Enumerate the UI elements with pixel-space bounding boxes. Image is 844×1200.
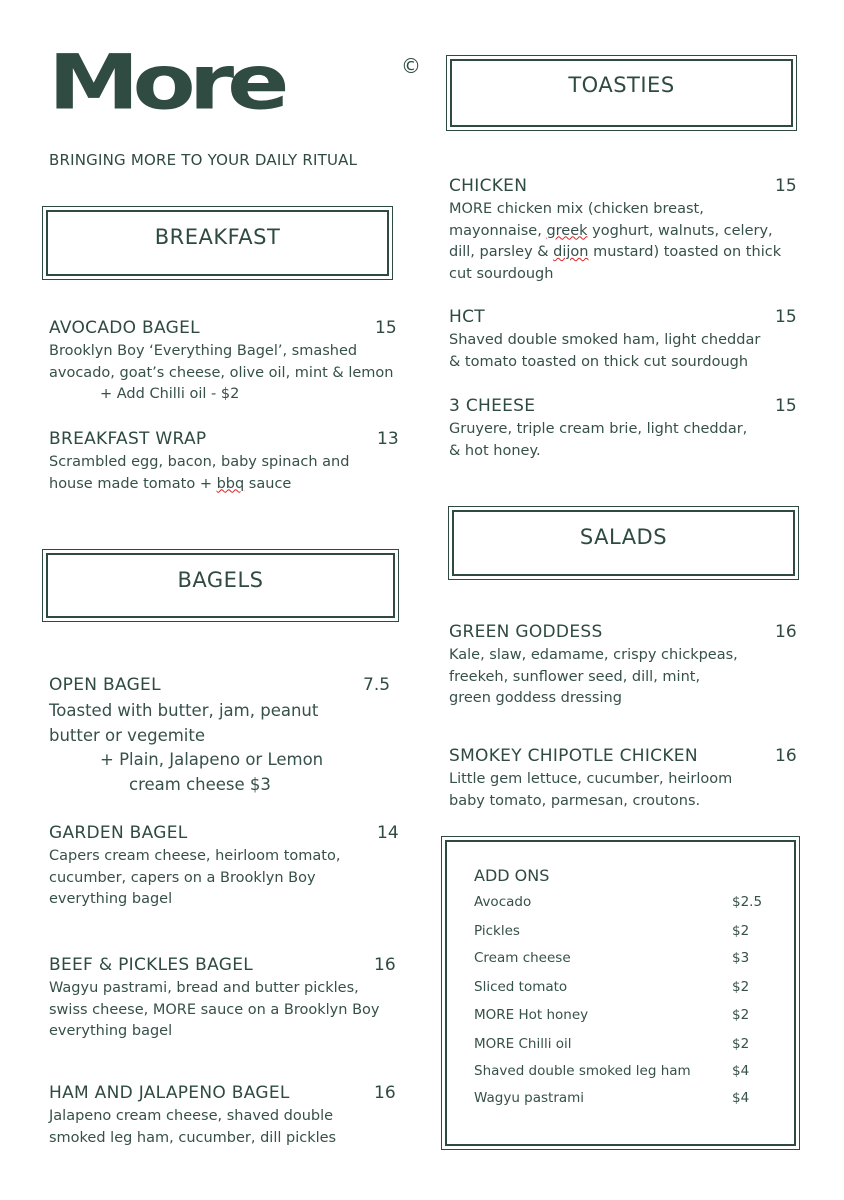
price-beef-pickles-bagel: 16 <box>374 955 396 975</box>
desc-line: Wagyu pastrami, bread and butter pickles, <box>49 980 359 996</box>
desc-line: everything bagel <box>49 891 173 907</box>
addon-name: Wagyu pastrami <box>474 1090 585 1106</box>
item-name-avocado-bagel: AVOCADO BAGEL <box>49 318 200 338</box>
addon-price: $2 <box>732 1036 750 1052</box>
price-breakfast-wrap: 13 <box>377 429 399 449</box>
breakfast-title: BREAKFAST <box>154 225 281 249</box>
desc-line: cucumber, capers on a Brooklyn Boy <box>49 869 316 886</box>
addon-name: MORE Hot honey <box>474 1007 589 1023</box>
price-avocado-bagel: 15 <box>375 318 397 338</box>
addon-name: Cream cheese <box>474 950 571 966</box>
desc-line: Little gem lettuce, cucumber, heirloom <box>449 771 733 787</box>
tagline: BRINGING MORE TO YOUR DAILY RITUAL <box>49 151 358 169</box>
desc-line: freekeh, sunflower seed, dill, mint, <box>449 668 701 685</box>
logo-text: More <box>48 38 283 127</box>
desc-open-bagel <box>49 699 409 797</box>
desc-smokey-chipotle-chicken <box>449 769 809 812</box>
addon-row <box>474 1063 774 1079</box>
price-ham-jalapeno-bagel: 16 <box>374 1083 396 1103</box>
desc-line: green goddess dressing <box>449 690 622 706</box>
addon-name: Pickles <box>474 923 520 939</box>
price-green-goddess: 16 <box>775 622 797 642</box>
addon-row <box>474 1007 774 1023</box>
spellcheck-word: bbq <box>216 475 245 492</box>
addon-row <box>474 1036 774 1052</box>
desc-line: everything bagel <box>49 1023 173 1039</box>
desc-text: dill, parsley & <box>449 244 554 260</box>
desc-breakfast-wrap <box>49 452 409 495</box>
addon-note: cream cheese $3 <box>129 774 271 794</box>
addons-title: ADD ONS <box>474 866 550 885</box>
desc-line: & hot honey. <box>449 442 541 459</box>
desc-line: MORE chicken mix (chicken breast, <box>449 201 704 217</box>
addon-price: $2 <box>732 1007 750 1023</box>
more-logo <box>48 38 404 128</box>
item-name-smokey-chipotle-chicken: SMOKEY CHIPOTLE CHICKEN <box>449 746 698 766</box>
addon-name: MORE Chilli oil <box>474 1036 572 1052</box>
addon-price: $4 <box>732 1090 750 1106</box>
addon-row <box>474 1090 774 1106</box>
item-name-breakfast-wrap: BREAKFAST WRAP <box>49 429 207 449</box>
spellcheck-word: greek <box>546 222 588 239</box>
bagels-header-box <box>46 553 395 618</box>
addon-name: Shaved double smoked leg ham <box>474 1063 691 1079</box>
item-name-garden-bagel: GARDEN BAGEL <box>49 823 188 843</box>
bagels-title: BAGELS <box>177 568 264 592</box>
desc-beef-pickles-bagel <box>49 978 409 1043</box>
desc-line: avocado, goat’s cheese, olive oil, mint & lemon <box>49 364 394 381</box>
desc-line: Gruyere, triple cream brie, light cheddar, <box>449 421 748 437</box>
desc-3-cheese <box>449 419 809 462</box>
addon-note: + Plain, Jalapeno or Lemon <box>100 750 324 769</box>
addon-row <box>474 950 774 966</box>
toasties-header-box <box>450 59 793 127</box>
spellcheck-word: dijon <box>553 244 589 260</box>
desc-line: butter or vegemite <box>49 725 205 745</box>
desc-text: sauce <box>244 475 292 492</box>
desc-text: mustard) toasted on thick <box>588 244 782 260</box>
desc-avocado-bagel <box>49 341 409 406</box>
desc-chicken <box>449 199 809 285</box>
addon-row <box>474 979 774 995</box>
desc-line: Shaved double smoked ham, light cheddar <box>449 332 761 348</box>
addon-row <box>474 894 774 910</box>
item-name-beef-pickles-bagel: BEEF & PICKLES BAGEL <box>49 955 254 975</box>
price-3-cheese: 15 <box>775 396 797 416</box>
desc-line: & tomato toasted on thick cut sourdough <box>449 353 749 370</box>
addon-name: Sliced tomato <box>474 979 568 995</box>
price-hct: 15 <box>775 307 797 327</box>
desc-line: smoked leg ham, cucumber, dill pickles <box>49 1129 337 1146</box>
addon-name: Avocado <box>474 894 532 910</box>
desc-line <box>449 242 809 264</box>
desc-garden-bagel <box>49 846 409 911</box>
addon-price: $2 <box>732 923 750 939</box>
desc-green-goddess <box>449 645 809 710</box>
toasties-title: TOASTIES <box>568 73 675 97</box>
desc-line <box>49 474 409 496</box>
breakfast-header-box <box>46 210 389 276</box>
price-open-bagel: 7.5 <box>363 675 391 695</box>
desc-line: Kale, slaw, edamame, crispy chickpeas, <box>449 647 738 663</box>
item-name-green-goddess: GREEN GODDESS <box>449 622 603 642</box>
copyright-icon: © <box>401 54 421 78</box>
desc-hct <box>449 330 809 373</box>
item-name-3-cheese: 3 CHEESE <box>449 396 536 416</box>
desc-line: baby tomato, parmesan, croutons. <box>449 792 701 809</box>
addon-note: + Add Chilli oil - $2 <box>100 386 240 402</box>
item-name-hct: HCT <box>449 307 485 327</box>
addon-price: $3 <box>732 950 750 966</box>
addon-price: $2 <box>732 979 750 995</box>
desc-text: house made tomato + <box>49 475 217 492</box>
desc-line: cut sourdough <box>449 265 554 282</box>
desc-line: Toasted with butter, jam, peanut <box>49 701 319 720</box>
desc-text: yoghurt, walnuts, celery, <box>587 222 773 239</box>
addon-price: $4 <box>732 1063 750 1079</box>
desc-line <box>449 221 809 243</box>
salads-title: SALADS <box>579 525 668 549</box>
desc-text: mayonnaise, <box>449 222 547 239</box>
desc-line: Scrambled egg, bacon, baby spinach and <box>49 454 350 470</box>
item-name-chicken: CHICKEN <box>449 176 528 196</box>
addon-price: $2.5 <box>732 894 763 910</box>
price-smokey-chipotle-chicken: 16 <box>775 746 797 766</box>
desc-line: swiss cheese, MORE sauce on a Brooklyn Boy <box>49 1001 380 1018</box>
item-name-open-bagel: OPEN BAGEL <box>49 675 161 695</box>
addon-row <box>474 923 774 939</box>
desc-line: Brooklyn Boy ‘Everything Bagel’, smashed <box>49 343 358 359</box>
desc-ham-jalapeno-bagel <box>49 1106 409 1149</box>
desc-line: Jalapeno cream cheese, shaved double <box>49 1108 334 1124</box>
salads-header-box <box>452 510 795 576</box>
desc-line: Capers cream cheese, heirloom tomato, <box>49 848 341 864</box>
price-chicken: 15 <box>775 176 797 196</box>
item-name-ham-jalapeno-bagel: HAM AND JALAPENO BAGEL <box>49 1083 290 1103</box>
price-garden-bagel: 14 <box>377 823 399 843</box>
